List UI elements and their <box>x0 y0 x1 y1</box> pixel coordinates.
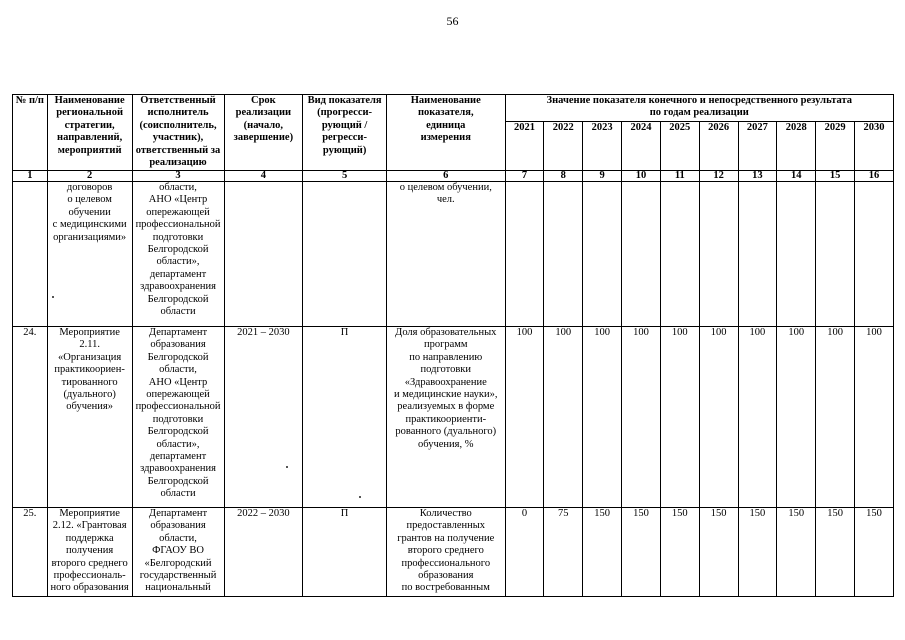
row-value: 150 <box>855 508 894 597</box>
column-number: 4 <box>224 171 303 182</box>
column-number: 9 <box>583 171 622 182</box>
header-year: 2028 <box>777 122 816 171</box>
column-number: 8 <box>544 171 583 182</box>
row-executor: области, АНО «Центр опережающей профессиональной подготовки Белгородской области», департамент здравоохранения Белгородской области <box>132 182 224 327</box>
column-number: 10 <box>622 171 661 182</box>
row-value: 100 <box>544 327 583 508</box>
row-value <box>777 182 816 327</box>
row-value <box>505 182 544 327</box>
header-kind: Вид показателя (прогресси- рующий / регресси- рующий) <box>303 95 387 171</box>
header-year: 2024 <box>622 122 661 171</box>
row-value: 150 <box>622 508 661 597</box>
column-number: 13 <box>738 171 777 182</box>
row-indicator: Количество предоставленных грантов на получение второго среднего профессионального образования по востребованным <box>387 508 506 597</box>
row-value: 100 <box>583 327 622 508</box>
row-kind <box>303 182 387 327</box>
column-number: 2 <box>47 171 132 182</box>
row-value <box>544 182 583 327</box>
scan-speck <box>52 296 54 298</box>
header-year: 2026 <box>699 122 738 171</box>
header-indicator: Наименование показателя, единица измерения <box>387 95 506 171</box>
row-value: 150 <box>699 508 738 597</box>
row-value: 100 <box>777 327 816 508</box>
row-term <box>224 182 303 327</box>
row-value: 100 <box>816 327 855 508</box>
row-value <box>816 182 855 327</box>
table-row <box>13 182 894 327</box>
row-name: Мероприятие 2.11. «Организация практикоориен- тированного (дуального) обучения» <box>47 327 132 508</box>
column-number: 7 <box>505 171 544 182</box>
row-value <box>583 182 622 327</box>
row-value: 75 <box>544 508 583 597</box>
header-term: Срок реализации (начало, завершение) <box>224 95 303 171</box>
table-row <box>13 327 894 508</box>
row-term: 2021 – 2030 <box>224 327 303 508</box>
column-number: 1 <box>13 171 48 182</box>
row-indicator: о целевом обучении, чел. <box>387 182 506 327</box>
header-year: 2027 <box>738 122 777 171</box>
row-indicator: Доля образовательных программ по направлению подготовки «Здравоохранение и медицинские науки», реализуемых в форме практикоориенти- рованного (дуального) обучения, % <box>387 327 506 508</box>
header-year: 2025 <box>660 122 699 171</box>
header-year: 2022 <box>544 122 583 171</box>
row-value <box>855 182 894 327</box>
row-value: 150 <box>738 508 777 597</box>
header-year: 2021 <box>505 122 544 171</box>
column-number: 15 <box>816 171 855 182</box>
column-number-row <box>13 171 894 182</box>
row-value: 100 <box>622 327 661 508</box>
row-value <box>622 182 661 327</box>
row-value: 100 <box>660 327 699 508</box>
column-number: 5 <box>303 171 387 182</box>
row-value: 100 <box>855 327 894 508</box>
column-number: 3 <box>132 171 224 182</box>
header-executor: Ответственный исполнитель (соисполнитель, участник), ответственный за реализацию <box>132 95 224 171</box>
column-number: 14 <box>777 171 816 182</box>
row-value <box>738 182 777 327</box>
row-num: 25. <box>13 508 48 597</box>
header-num: № п/п <box>13 95 48 171</box>
row-executor: Департамент образования Белгородской области, АНО «Центр опережающей профессиональной подготовки Белгородской области», департамент здравоохранения Белгородской области <box>132 327 224 508</box>
header-year: 2023 <box>583 122 622 171</box>
row-name: договоров о целевом обучении с медицинскими организациями» <box>47 182 132 327</box>
row-value: 100 <box>505 327 544 508</box>
column-number: 12 <box>699 171 738 182</box>
header-values-group: Значение показателя конечного и непосредственного результата по годам реализации <box>505 95 893 122</box>
row-kind: П <box>303 327 387 508</box>
scan-speck <box>286 466 288 468</box>
scan-speck <box>359 496 361 498</box>
row-kind: П <box>303 508 387 597</box>
header-year: 2030 <box>855 122 894 171</box>
row-value: 0 <box>505 508 544 597</box>
table-row <box>13 508 894 597</box>
page-number: 56 <box>446 14 459 28</box>
row-name: Мероприятие 2.12. «Грантовая поддержка получения второго среднего профессиональ- ного образования <box>47 508 132 597</box>
row-executor: Департамент образования области, ФГАОУ ВО «Белгородский государственный национальный <box>132 508 224 597</box>
row-value: 150 <box>660 508 699 597</box>
row-value: 150 <box>583 508 622 597</box>
row-value: 100 <box>699 327 738 508</box>
row-term: 2022 – 2030 <box>224 508 303 597</box>
column-number: 6 <box>387 171 506 182</box>
row-value: 100 <box>738 327 777 508</box>
indicator-table <box>12 94 894 597</box>
header-name: Наименование региональной стратегии, направлений, мероприятий <box>47 95 132 171</box>
header-year: 2029 <box>816 122 855 171</box>
column-number: 16 <box>855 171 894 182</box>
row-value <box>699 182 738 327</box>
row-num: 24. <box>13 327 48 508</box>
column-number: 11 <box>660 171 699 182</box>
row-num <box>13 182 48 327</box>
row-value: 150 <box>816 508 855 597</box>
row-value: 150 <box>777 508 816 597</box>
row-value <box>660 182 699 327</box>
